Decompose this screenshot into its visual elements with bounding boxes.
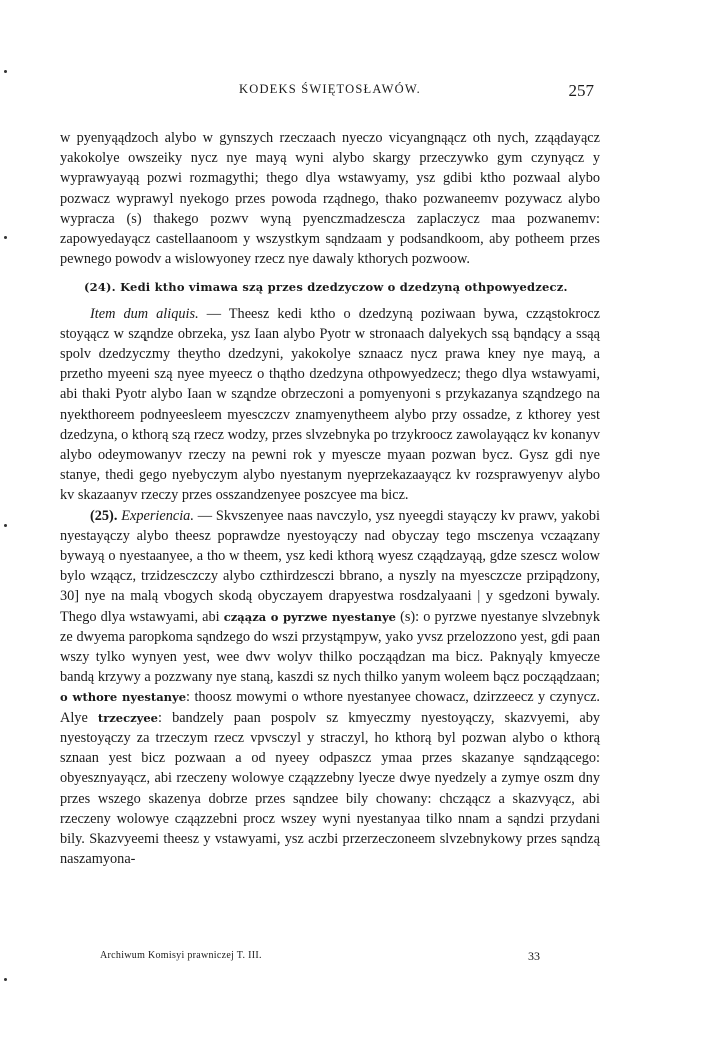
section-title: Kedi ktho vimawa szą przes dzedzyczow o dzedzyną othpowyedzecz. xyxy=(120,280,568,295)
paragraph-text: : thoosz mowymi o wthore nyestanyee chowacz, dzirzzeecz y czynycz. Alye xyxy=(60,689,600,726)
margin-mark xyxy=(4,524,7,527)
emphasis-text: cząąza o pyrzwe nyestanye xyxy=(223,609,396,624)
footer-source: Archiwum Komisyi prawniczej T. III. xyxy=(100,950,262,961)
margin-mark xyxy=(4,70,7,73)
paragraph-text: : bandzely paan pospolv sz kmyeczmy nyestoyączy, skazvyemi, aby nyestoyączy za trzeczym rzecz vpvsczyl y straczyl, ho kthorą byl pozwan alybo o kthorą sznaan yest bicz pozwaan a od nyeey odpaszcz ymaa przes skazanye sąndząącego: obyesznyayącz, abi rzeczeny wolowye cząązzebny lyecze dwye nyedzely a zymye oszm dny przes wszego skazenya dobrze przes sąndzee bily chowany: chcząącz a skazvyącz, abi rzeczeny wolowye cząązzebni procz wszey wyni nyestanyaa tilko nnam a sąndzi przydani bily. Skazvyeemi theesz y vstawyami, ysz aczbi przerzeczoneem slvzebnykowy przes sąndzą naszamyona- xyxy=(60,709,600,868)
section-heading-24 xyxy=(60,277,600,297)
paragraph xyxy=(60,506,600,870)
section-number: (25). xyxy=(90,507,118,524)
emphasis-text: o wthore nyestanye xyxy=(60,690,187,705)
running-title: KODEKS ŚWIĘTOSŁAWÓW. xyxy=(238,82,422,96)
page-footer xyxy=(100,950,540,970)
margin-mark xyxy=(4,978,7,981)
paragraph: w pyenyąądzoch alybo w gynszych rzeczaach nyeczo vicyangnąącz oth nych, zząądayącz yakokolye owszeiky nycz nye mayą wyni alybo skargy przeczywko gym czynyącz y wyprawyayąą pozwi rozmagythi; thego dlya wstawyamy, ysz gdibi ktho pozwaal alybo pozwacz wyprawyl nyekogo przes powoda rządnego, thako pozwaneemv pozywacz alybo wypracza (s) thakego pozwv wyną pyenczmadzescza zaplaczycz maa pozwanemv: zapowyedayącz castellaanoom y wszystkym sąndzaam y podsandkoom, aby potheem przes pewnego powodv a wislowyoney rzecz nye dawaly kthorych pozwoow. xyxy=(60,130,600,268)
emphasis-text: trzeczyee xyxy=(97,710,158,725)
margin-mark xyxy=(4,236,7,239)
body-text xyxy=(60,128,600,869)
paragraph-text: — Theesz kedi ktho o dzedzyną poziwaan bywa, czząstokrocz stoyąącz w szą̨ndze obrzeka, ysz Iaan alybo Pyotr w stronaach dalyekych ssą bąndący a ssąą spolv dzedzyczmy theytho dzedzyni, yakokolye sznaacz nycz prawa kney nye mayą, a przetho myeeni szą nyee myeecz o thątho dzedzyna othpowyedzecz; thego dlya wstawyami, abi thaki Pyotr alybo Iaan w szą̨ndze obrzeczoni a pomyenyoni s przykazanya szą̨ndzego na nyekthoreem podnyeesleem myesczczv znamyenytheem alybo przy ossadze, z kthorey yest dzedzyna, o kthorą szą rzecz wodzy, przes slvzebnyka po trzykroocz zawolayąącz kv konanyv alybo odeymowanyv rzeczy na pewni rok y myescze myaan pozwan bycz. Gysz gdi nye stanye, thedi gego nyebyczym alybo nyestanym nyeprzekazaayącz kv rozsprawyenyv alybo kv skazaanyv rzeczy przes osszandzenyee poszcyee ma bicz. xyxy=(60,305,600,504)
paragraph-text: — Skvszenyee naas navczylo, ysz nyeegdi stayączy kv prawv, yakobi nyestayączy alybo theesz poprawdze nyestoyączy nad obyczay tego msczenya vczaązany bywayą o nyestaanyee, a tho w theem, ysz kedi kthorą wyesz cząądzayąą, gdze szescz wolow bylo wząącz, trzidzesczczy alybo czthirdzesczi bbrano, a nyszly na myesczcze przipądzony, 30] nye na malą vbogych skodą obyczayem drapyestwa rosdzalyaani | y sgedzoni bywaly. Thego dlya wstawyami, abi xyxy=(60,507,600,625)
lemma: Experiencia. xyxy=(121,507,194,524)
lemma: Item dum aliquis. xyxy=(90,305,199,322)
paragraph-text: (s): o pyrzwe nyestanye slvzebnyk ze dwyema paropkoma sąndzego do wszi przystąmpyw, yako yvsz przelozzono yest, gdi paan wszy tylko wynyen yest, wee dwv wolyv thilko począądzan ma bicz. Paknyąly kmyecze bandą krzywy a pozzwany nye staną, kaszdi sz nych thilko yanym woleem bącz począądzaan; xyxy=(60,608,600,686)
section-number: (24). xyxy=(84,280,116,295)
signature-mark: 33 xyxy=(528,949,540,963)
paragraph xyxy=(60,304,600,506)
page-header xyxy=(60,82,600,106)
page-number: 257 xyxy=(568,81,594,100)
